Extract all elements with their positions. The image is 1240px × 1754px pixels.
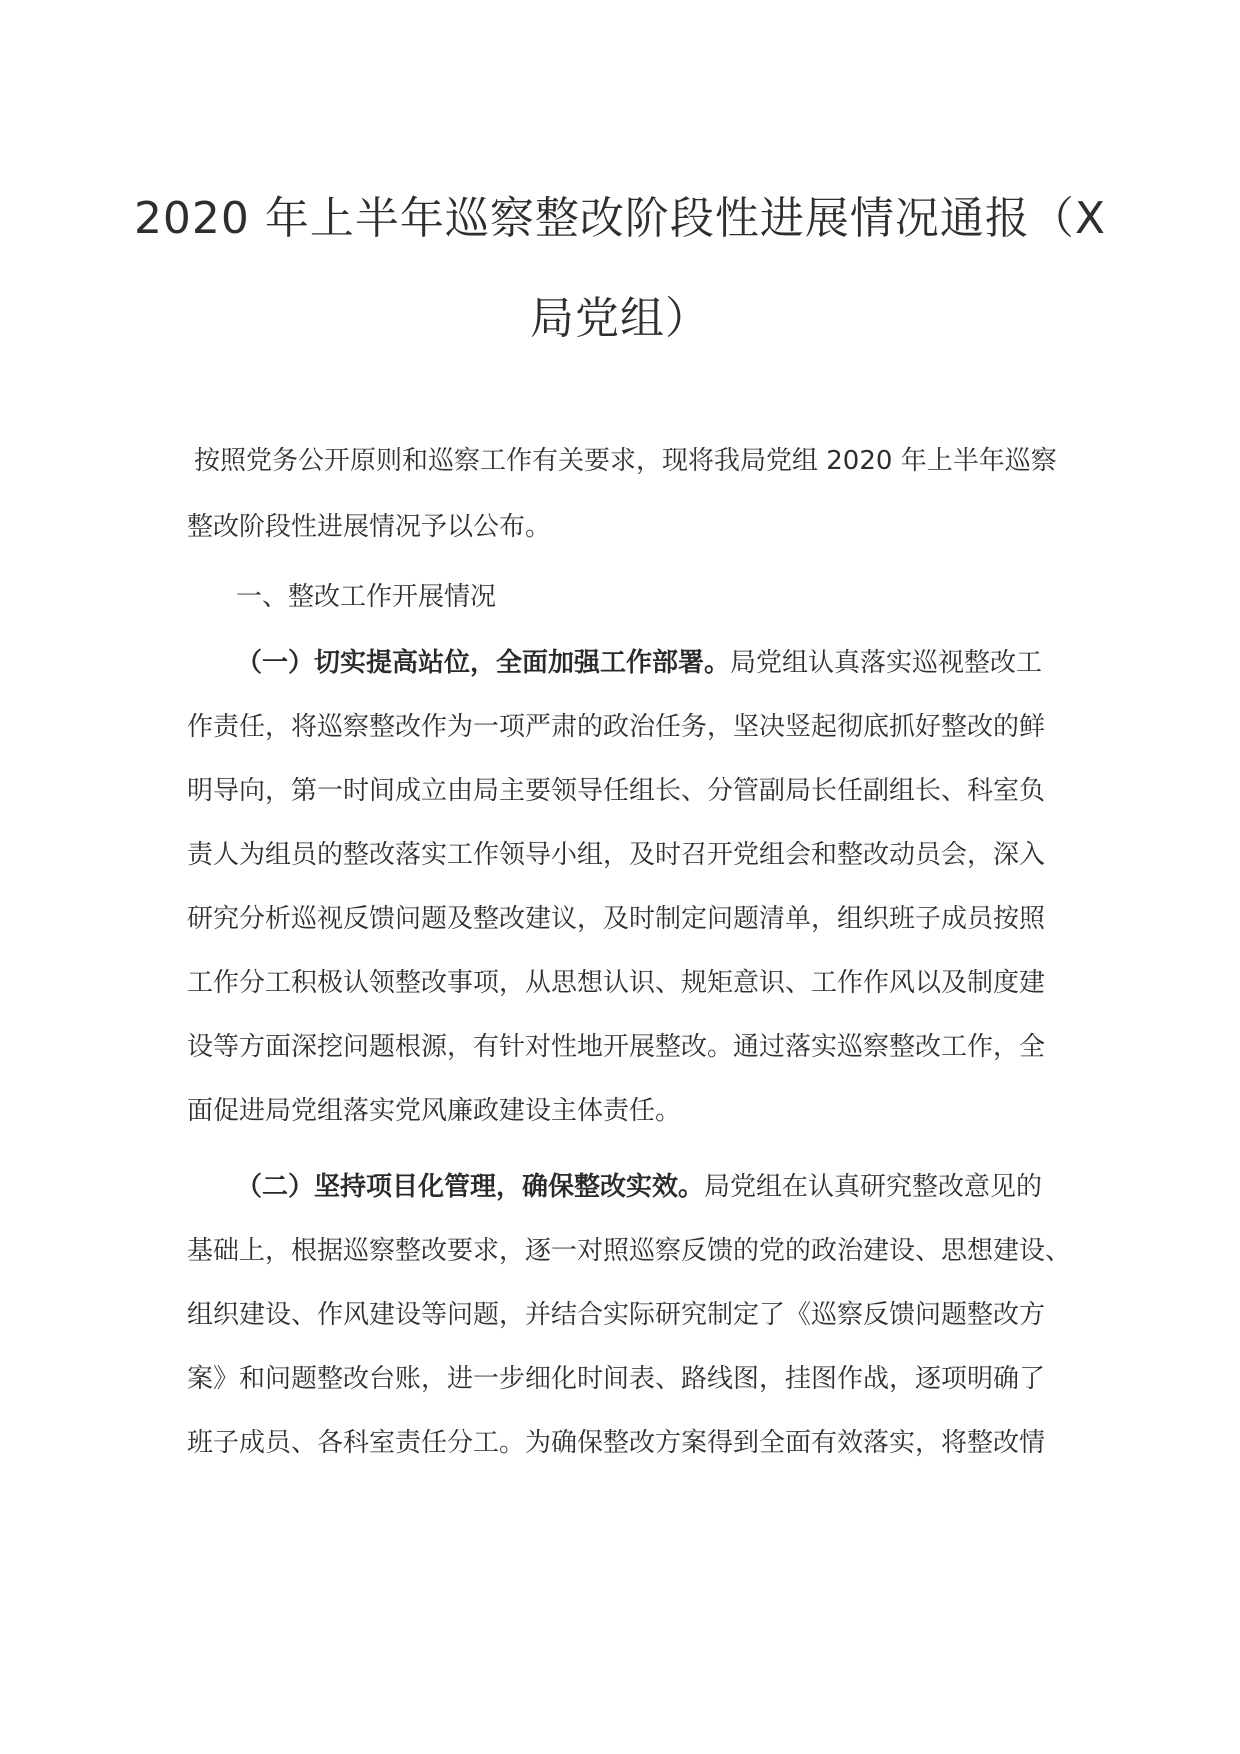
paragraph-2-line-1: [236, 1170, 1042, 1204]
paragraph-1-line-1-rest: 局党组认真落实巡视整改工: [730, 648, 1043, 678]
paragraph-1-line-5: 研究分析巡视反馈问题及整改建议，及时制定问题清单，组织班子成员按照: [187, 904, 1046, 934]
paragraph-1-line-2: 作责任，将巡察整改作为一项严肃的政治任务，坚决竖起彻底抓好整改的鲜: [187, 712, 1046, 742]
document-title-line-1: 2020 年上半年巡察整改阶段性进展情况通报（X: [133, 193, 1107, 244]
paragraph-1-line-4: 责人为组员的整改落实工作领导小组，及时召开党组会和整改动员会，深入: [187, 840, 1046, 870]
paragraph-1-line-1: [236, 646, 1042, 680]
paragraph-1-line-7: 设等方面深挖问题根源，有针对性地开展整改。通过落实巡察整改工作，全: [187, 1032, 1046, 1062]
intro-line-2: 整改阶段性进展情况予以公布。: [187, 512, 552, 542]
paragraph-1-line-8: 面促进局党组落实党风廉政建设主体责任。: [187, 1096, 682, 1126]
paragraph-1-lead: （一）切实提高站位，全面加强工作部署。: [236, 648, 731, 678]
section-heading: 一、整改工作开展情况: [236, 582, 497, 612]
paragraph-1-line-6: 工作分工积极认领整改事项，从思想认识、规矩意识、工作作风以及制度建: [187, 968, 1046, 998]
paragraph-2-line-2: 基础上，根据巡察整改要求，逐一对照巡察反馈的党的政治建设、思想建设、: [187, 1236, 1072, 1266]
paragraph-2-line-4: 案》和问题整改台账，进一步细化时间表、路线图，挂图作战，逐项明确了: [187, 1364, 1046, 1394]
paragraph-1-line-3: 明导向，第一时间成立由局主要领导任组长、分管副局长任副组长、科室负: [187, 776, 1046, 806]
paragraph-2-line-5: 班子成员、各科室责任分工。为确保整改方案得到全面有效落实，将整改情: [187, 1428, 1046, 1458]
paragraph-2-lead: （二）坚持项目化管理，确保整改实效。: [236, 1172, 705, 1202]
paragraph-2-line-1-rest: 局党组在认真研究整改意见的: [704, 1172, 1043, 1202]
document-title-line-2: 局党组）: [530, 293, 710, 344]
intro-line-1: 按照党务公开原则和巡察工作有关要求，现将我局党组 2020 年上半年巡察: [194, 446, 1057, 476]
paragraph-2-line-3: 组织建设、作风建设等问题，并结合实际研究制定了《巡察反馈问题整改方: [187, 1300, 1046, 1330]
